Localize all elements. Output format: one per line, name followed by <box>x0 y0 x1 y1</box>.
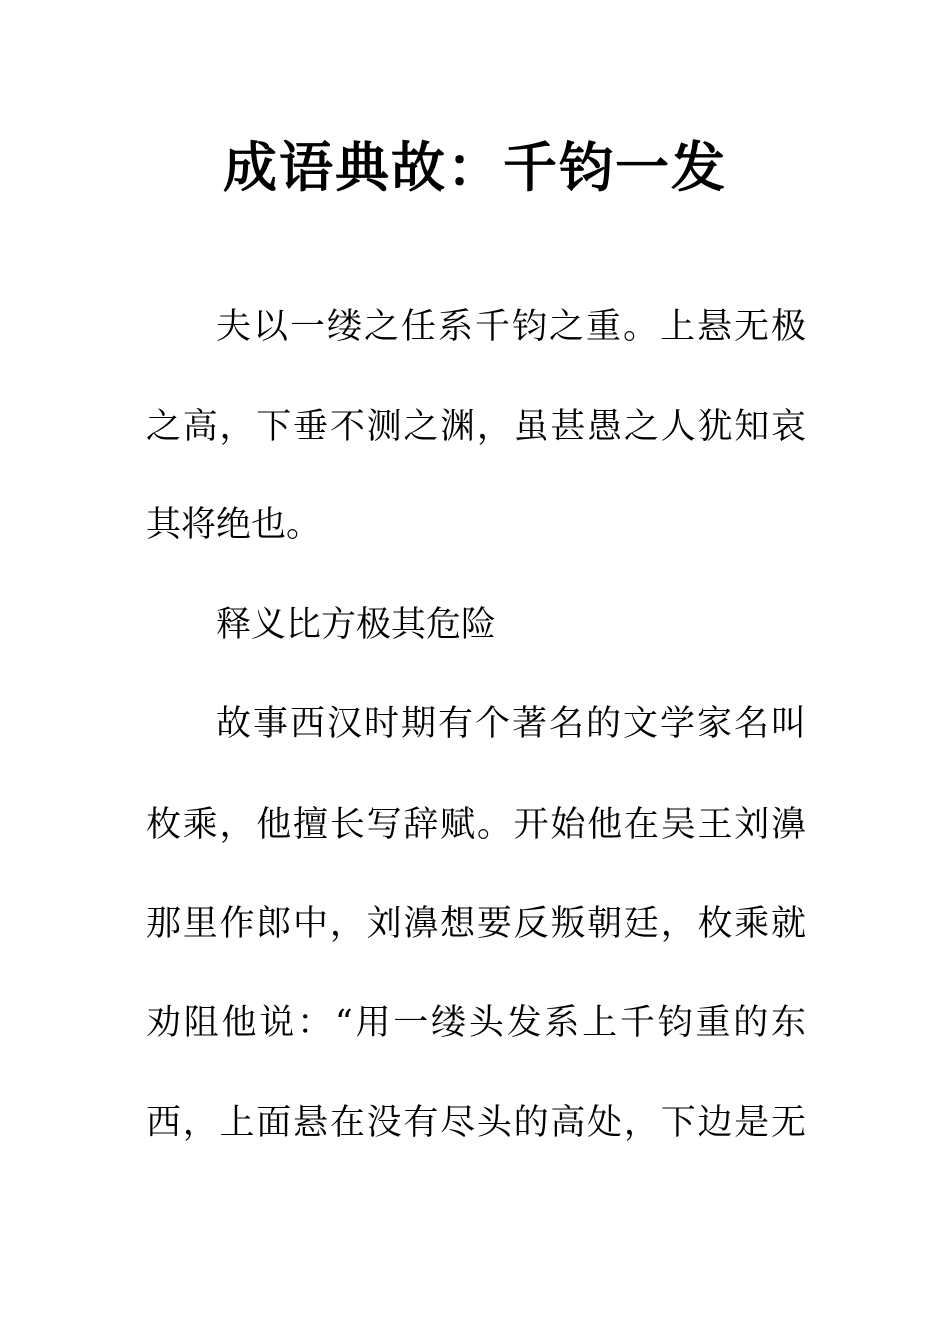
paragraph-3-line-1: 故事西汉时期有个著名的文学家名叫 <box>216 704 806 744</box>
paragraph-1-line-2: 之高，下垂不测之渊，虽甚愚之人犹知哀 <box>146 407 806 447</box>
paragraph-1-line-3: 其将绝也。 <box>146 505 322 545</box>
paragraph-1-line-1: 夫以一缕之任系千钧之重。上悬无极 <box>216 307 806 347</box>
paragraph-2-line-1: 释义比方极其危险 <box>216 605 497 645</box>
paragraph-3-line-2: 枚乘，他擅长写辞赋。开始他在吴王刘濞 <box>146 805 806 845</box>
document-title: 成语典故：千钧一发 <box>223 136 727 199</box>
paragraph-3-line-5: 西，上面悬在没有尽头的高处，下边是无 <box>146 1103 806 1143</box>
paragraph-3-line-4: 劝阻他说：“用一缕头发系上千钧重的东 <box>146 1003 806 1043</box>
paragraph-3-line-3: 那里作郎中，刘濞想要反叛朝廷，枚乘就 <box>146 904 806 944</box>
